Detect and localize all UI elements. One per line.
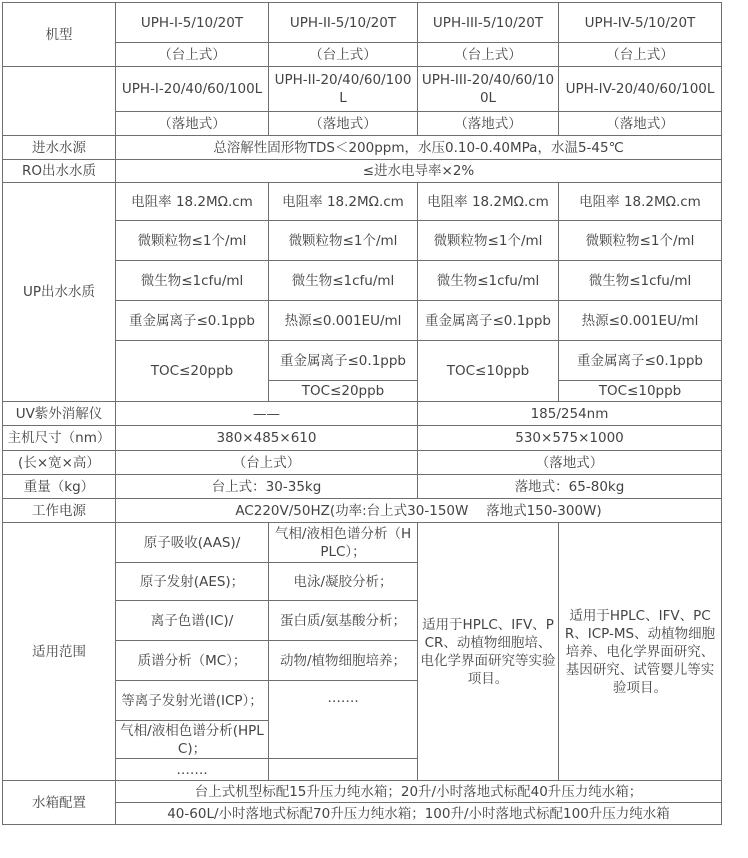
scope-summary-3: 适用于HPLC、IFV、PCR、动植物细胞培、电化学界面研究等实验项目。 [418, 523, 559, 781]
tank-line-1: 台上式机型标配15升压力纯水箱；20升/小时落地式标配40升压力纯水箱； [116, 781, 722, 803]
uv-right: 185/254nm [418, 402, 722, 426]
up-cell: 重金属离子≤0.1ppb [559, 341, 722, 381]
size-label: 主机尺寸（nm） [3, 426, 116, 451]
scope-summary-4: 适用于HPLC、IFV、PCR、ICP-MS、动植物细胞培养、电化学界面研究、基因研究、试管婴儿等实验项目。 [559, 523, 722, 781]
floor-model-4: UPH-IV-20/40/60/100L [559, 67, 722, 112]
up-cell: 微颗粒物≤1个/ml [269, 221, 418, 261]
up-cell: 热源≤0.001EU/ml [559, 301, 722, 341]
weight-row [3, 475, 722, 499]
up-cell: 电阻率 18.2MΩ.cm [418, 183, 559, 221]
power-value: AC220V/50HZ(功率:台上式30-150W 落地式150-300W) [116, 499, 722, 523]
up-cell: 微生物≤1cfu/ml [418, 261, 559, 301]
floor-tag-2: （落地式） [269, 112, 418, 136]
model-name-3: UPH-III-5/10/20T [418, 3, 559, 43]
floor-model-1: UPH-I-20/40/60/100L [116, 67, 269, 112]
tank-line-2: 40-60L/小时落地式标配70升压力纯水箱；100升/小时落地式标配100升压力纯水箱 [116, 803, 722, 825]
up-cell: 热源≤0.001EU/ml [269, 301, 418, 341]
up-cell: 微生物≤1cfu/ml [559, 261, 722, 301]
up-cell: 微颗粒物≤1个/ml [116, 221, 269, 261]
scope-item: 气相/液相色谱分析(HPLC)； [116, 721, 269, 759]
model-name-2: UPH-II-5/10/20T [269, 3, 418, 43]
scope-item: 蛋白质/氨基酸分析； [269, 601, 418, 641]
up-cell: 微颗粒物≤1个/ml [559, 221, 722, 261]
uv-row [3, 402, 722, 426]
ro-label: RO出水水质 [3, 160, 116, 183]
model-label-blank [3, 67, 116, 136]
scope-item: 等离子发射光谱(ICP）； [116, 681, 269, 721]
scope-row-1 [3, 523, 722, 563]
benchtop-tag-1: （台上式） [116, 43, 269, 67]
dims-row [3, 451, 722, 475]
ro-value: ≤进水电导率×2% [116, 160, 722, 183]
weight-label: 重量（kg） [3, 475, 116, 499]
model-row [3, 3, 722, 43]
dims-label: (长×宽×高） [3, 451, 116, 475]
weight-right: 落地式：65-80kg [418, 475, 722, 499]
power-label: 工作电源 [3, 499, 116, 523]
floor-tag-4: （落地式） [559, 112, 722, 136]
uv-left: —— [116, 402, 418, 426]
scope-item: 原子吸收(AAS)/ [116, 523, 269, 563]
up-cell: 微生物≤1cfu/ml [269, 261, 418, 301]
size-right: 530×575×1000 [418, 426, 722, 451]
size-row [3, 426, 722, 451]
ro-row [3, 160, 722, 183]
inlet-label: 进水水源 [3, 136, 116, 160]
up-row-resistivity [3, 183, 722, 221]
benchtop-tag-4: （台上式） [559, 43, 722, 67]
scope-empty [269, 759, 418, 781]
up-cell: 重金属离子≤0.1ppb [269, 341, 418, 381]
scope-item: 气相/液相色谱分析（HPLC）； [269, 523, 418, 563]
benchtop-tag-3: （台上式） [418, 43, 559, 67]
scope-item: ……. [116, 759, 269, 781]
model-name-1: UPH-I-5/10/20T [116, 3, 269, 43]
power-row [3, 499, 722, 523]
up-cell: 重金属离子≤0.1ppb [116, 301, 269, 341]
scope-item: 电泳/凝胶分析； [269, 563, 418, 601]
scope-item: 动物/植物细胞培养； [269, 641, 418, 681]
floor-tag-1: （落地式） [116, 112, 269, 136]
floor-model-row [3, 67, 722, 112]
up-cell: 微颗粒物≤1个/ml [418, 221, 559, 261]
floor-model-2: UPH-II-20/40/60/100L [269, 67, 418, 112]
scope-label: 适用范围 [3, 523, 116, 781]
up-cell: 电阻率 18.2MΩ.cm [116, 183, 269, 221]
floor-model-3: UPH-III-20/40/60/100L [418, 67, 559, 112]
size-left: 380×485×610 [116, 426, 418, 451]
scope-item: 原子发射(AES)； [116, 563, 269, 601]
weight-left: 台上式：30-35kg [116, 475, 418, 499]
inlet-value: 总溶解性固形物TDS＜200ppm，水压0.10-0.40MPa，水温5-45℃ [116, 136, 722, 160]
model-label: 机型 [3, 3, 116, 67]
up-cell: 重金属离子≤0.1ppb [418, 301, 559, 341]
up-cell: 电阻率 18.2MΩ.cm [269, 183, 418, 221]
up-cell: TOC≤10ppb [418, 341, 559, 402]
tank-label: 水箱配置 [3, 781, 116, 825]
scope-item: 离子色谱(IC)/ [116, 601, 269, 641]
up-label: UP出水水质 [3, 183, 116, 402]
scope-item: 质谱分析（MC）； [116, 641, 269, 681]
dims-right: （落地式） [418, 451, 722, 475]
up-cell: 电阻率 18.2MΩ.cm [559, 183, 722, 221]
scope-item: ……. [269, 681, 418, 759]
benchtop-tag-2: （台上式） [269, 43, 418, 67]
tank-row-1 [3, 781, 722, 803]
up-cell: TOC≤10ppb [559, 381, 722, 402]
inlet-row [3, 136, 722, 160]
dims-left: （台上式） [116, 451, 418, 475]
model-name-4: UPH-IV-5/10/20T [559, 3, 722, 43]
up-cell: 微生物≤1cfu/ml [116, 261, 269, 301]
spec-table [2, 2, 722, 825]
up-cell: TOC≤20ppb [116, 341, 269, 402]
floor-tag-3: （落地式） [418, 112, 559, 136]
up-cell: TOC≤20ppb [269, 381, 418, 402]
uv-label: UV紫外消解仪 [3, 402, 116, 426]
